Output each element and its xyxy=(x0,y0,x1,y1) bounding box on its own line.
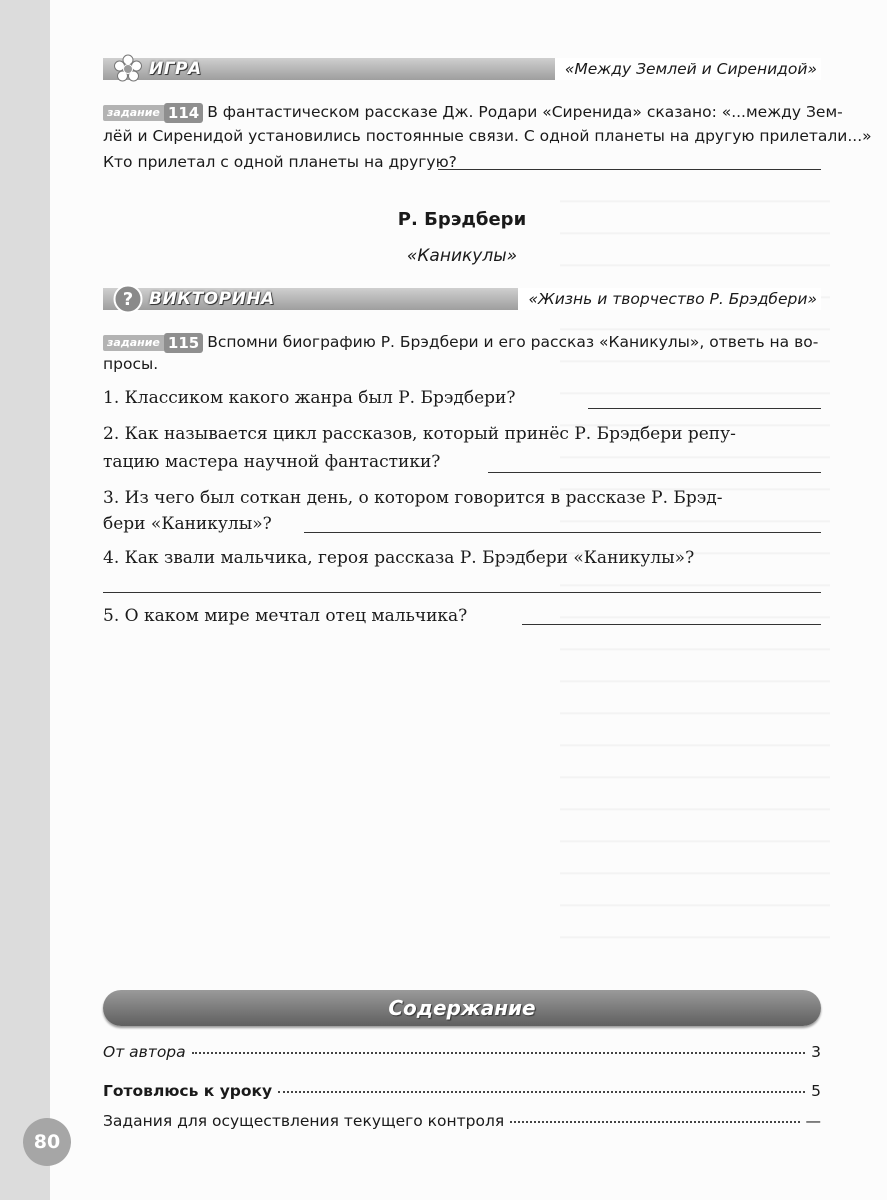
question-3-line2: бери «Каникулы»? xyxy=(103,514,272,534)
toc-row[interactable] xyxy=(103,1043,821,1061)
answer-line-q3[interactable] xyxy=(304,532,821,533)
task115-text1: Вспомни биографию Р. Брэдбери и его рассказ «Каникулы», ответь на во- xyxy=(207,333,819,351)
page-gutter xyxy=(0,0,50,1200)
toc-page: — xyxy=(805,1112,821,1130)
toc-leader xyxy=(510,1121,799,1123)
game-banner xyxy=(103,54,821,84)
toc-leader xyxy=(192,1052,805,1054)
task114-tag xyxy=(103,101,203,125)
question-5: 5. О каком мире мечтал отец мальчика? xyxy=(103,606,468,626)
answer-line-q2[interactable] xyxy=(488,472,821,473)
task-number: 114 xyxy=(164,103,203,123)
page-number: 80 xyxy=(23,1118,71,1166)
task114-question: Кто прилетал с одной планеты на другую? xyxy=(103,153,457,171)
work-title: «Каникулы» xyxy=(406,246,518,266)
task-label: задание xyxy=(103,335,164,351)
task114-line2: лёй и Сиренидой установились постоянные связи. С одной планеты на другую прилетали...» xyxy=(103,127,872,145)
question-2-line1: 2. Как называется цикл рассказов, который принёс Р. Брэдбери репу- xyxy=(103,424,736,444)
svg-text:?: ? xyxy=(122,289,134,310)
answer-line-q5[interactable] xyxy=(522,624,821,625)
game-title: «Между Землей и Сиренидой» xyxy=(555,58,821,80)
toc-leader xyxy=(278,1091,805,1093)
game-badge-label: ИГРА xyxy=(149,59,202,79)
toc-title: От автора xyxy=(103,1043,186,1061)
question-4: 4. Как звали мальчика, героя рассказа Р. Брэдбери «Каникулы»? xyxy=(103,548,695,568)
toc-title: Готовлюсь к уроку xyxy=(103,1082,273,1100)
answer-line-114[interactable] xyxy=(438,169,821,170)
question-2-line2: тацию мастера научной фантастики? xyxy=(103,452,441,472)
answer-line-q4[interactable] xyxy=(103,592,821,593)
toc-row[interactable] xyxy=(103,1082,821,1100)
task-label: задание xyxy=(103,105,164,121)
quiz-badge-label: ВИКТОРИНА xyxy=(149,289,275,309)
question-1: 1. Классиком какого жанра был Р. Брэдбери? xyxy=(103,388,516,408)
question-icon xyxy=(113,284,143,314)
question-3-line1: 3. Из чего был соткан день, о котором говорится в рассказе Р. Брэд- xyxy=(103,488,723,508)
toc-page: 5 xyxy=(811,1082,821,1100)
task-number: 115 xyxy=(164,333,203,353)
toc-row[interactable] xyxy=(103,1112,821,1130)
task115-line2: просы. xyxy=(103,355,159,373)
toc-heading: Содержание xyxy=(103,990,821,1026)
task114-line1 xyxy=(103,100,843,125)
toc-page: 3 xyxy=(811,1043,821,1061)
flower-icon xyxy=(113,54,143,84)
toc-title: Задания для осуществления текущего контроля xyxy=(103,1112,505,1130)
quiz-banner xyxy=(103,284,821,314)
task114-text1: В фантастическом рассказе Дж. Родари «Сиренида» сказано: «...между Зем- xyxy=(207,103,843,121)
quiz-title: «Жизнь и творчество Р. Брэдбери» xyxy=(518,288,821,310)
task115-line1 xyxy=(103,330,818,355)
answer-line-q1[interactable] xyxy=(588,408,821,409)
task115-tag xyxy=(103,331,203,355)
author-name: Р. Брэдбери xyxy=(397,209,527,230)
